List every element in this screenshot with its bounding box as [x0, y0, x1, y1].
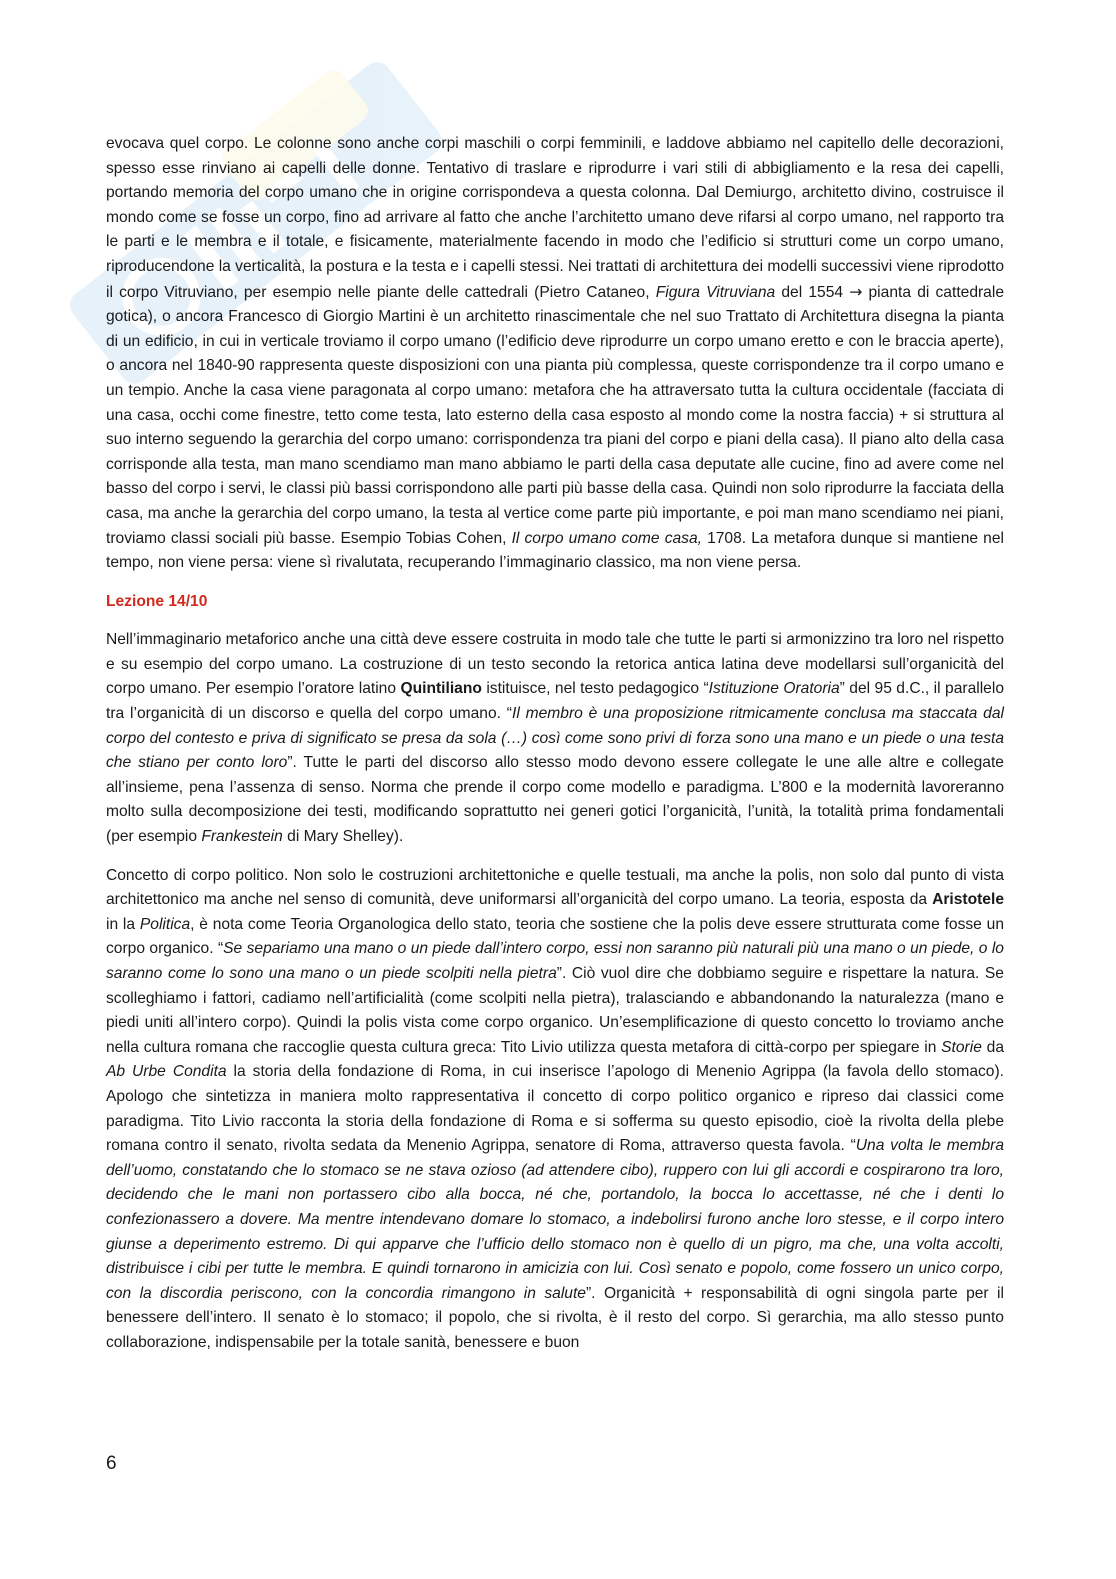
p3-run-10: la storia della fondazione di Roma, in cui inserisce l’apologo di Menenio Agrippa (la favola dello stomaco). Apologo che sintetizza in maniera molto rappresentativa il concetto di corpo politico organico e ripreso dai classici come paradigma. Tito Livio racconta la storia della fondazione di Roma e si sofferma su questo episodio, cioè la rivolta della plebe romana contro il senato, rivolta sedata da Menenio Agrippa, senatore di Roma, attraverso questa favola. “: [106, 1063, 1004, 1155]
p3-run-4: , è nota come Teoria Organologica dello stato, teoria che sostiene che la polis deve essere strutturata come fosse un corpo organico. “: [106, 915, 1004, 958]
p2-run-6: ”. Tutte le parti del discorso allo stesso modo devono essere collegate le une alle altre e collegate all’insieme, pena l’assenza di senso. Norma che prende il corpo come modello e paradigma. L’800 e la modernità lavoreranno molto sulla decomposizione dei testi, modificando soprattutto nei generi gotici l’organicità, l’unità, la totalità prima fondamentali (per esempio: [106, 754, 1004, 846]
p2-run-2: istituisce, nel testo pedagogico “: [481, 680, 709, 698]
p3-run-11: Una volta le membra dell’uomo, constatando che lo stomaco se ne stava ozioso (ad attendere cibo), ruppero con lui gli accordi e cospirarono tra loro, decidendo che le mani non portassero cibo alla bocca, né che, portandolo, la bocca lo accettasse, né che i denti lo confezionassero a dovere. Ma mentre intendevano domare lo stomaco, a indebolirsi furono anche loro stesse, e il corpo intero giunse a deperimento estremo. Di qui apparve che l’ufficio dello stomaco non è quello di un pigro, ma che, una volta accolti, distribuisce i cibi per tutte le membra. E quindi tornarono in amicizia con lui. Così senato e popolo, come fossero un unico corpo, con la discordia periscono, con la concordia rimangono in salute: [106, 1137, 1004, 1302]
p3-run-0: Concetto di corpo politico. Non solo le costruzioni architettoniche e quelle testuali, ma anche la polis, non solo dal punto di vista architettonico ma anche nel senso di comunità, deve uniformarsi all’organicità del corpo umano. La teoria, esposta da: [106, 866, 1004, 909]
p2-run-3: Istituzione Oratoria: [708, 680, 840, 698]
page-number: 6: [106, 1453, 117, 1474]
p3-run-5: Se separiamo una mano o un piede dall’intero corpo, essi non saranno più naturali più una mano o un piede, o lo saranno come lo sono una mano o un piede scolpiti nella pietra: [106, 940, 1004, 982]
p1-run-2: del 1554: [775, 283, 850, 301]
p3-run-6: ”. Ciò vuol dire che dobbiamo seguire e rispettare la natura. Se scolleghiamo i fattori, cadiamo nell’artificialità (come scolpiti nella pietra), tralasciando e abbandonando la naturalezza (mano e piedi uniti all’intero corpo). Quindi la polis vista come corpo organico. Un’esemplificazione di questo concetto lo troviamo anche nella cultura romana che raccoglie questa cultura greca: Tito Livio utilizza questa metafora di città-corpo per spiegare in: [106, 965, 1004, 1056]
p2-run-8: di Mary Shelley).: [282, 828, 404, 846]
document-body: [106, 132, 1004, 1370]
paragraph-corpo-politico: [106, 864, 1004, 1356]
p3-run-8: da: [981, 1038, 1004, 1056]
p2-run-0: Nell’immaginario metaforico anche una città deve essere costruita in modo tale che tutte le parti si armonizzino tra loro nel rispetto e su esempio del corpo umano. La costruzione di un testo secondo la retorica antica latina deve modellarsi sull’organicità del corpo umano. Per esempio l’oratore latino: [106, 631, 1004, 698]
p2-run-1: Quintiliano: [400, 680, 482, 698]
paragraph-architecture: [106, 132, 1004, 576]
p2-run-7: Frankestein: [201, 828, 283, 846]
p1-run-1: Figura Vitruviana: [655, 283, 776, 301]
p1-run-0: evocava quel corpo. Le colonne sono anche corpi maschili o corpi femminili, e laddove abbiamo nel capitello delle decorazioni, spesso esse rinviano ai capelli delle donne. Tentativo di traslare e riprodurre i vari stili di abbigliamento e la resa dei capelli, portando memoria del corpo umano che in origine corrispondeva a questa colonna. Dal Demiurgo, architetto divino, costruisce il mondo come se fosse un corpo, fino ad arrivare al fatto che anche l’architetto umano deve rifarsi al corpo umano, nel rapporto tra le parti e le membra e il totale, e fisicamente, materialmente facendo in modo che l’edificio si strutturi come un corpo umano, riproducendone la verticalità, la postura e la testa e i capelli stessi. Nei trattati di architettura dei modelli successivi viene riprodotto il corpo Vitruviano, per esempio nelle piante delle cattedrali (Pietro Cataneo,: [106, 135, 1004, 301]
p1-run-5: Il corpo umano come casa,: [511, 529, 702, 547]
lesson-heading: Lezione 14/10: [106, 592, 208, 610]
p3-run-12: ”. Organicità + responsabilità di ogni singola parte per il benessere dell’intero. Il senato è lo stomaco; il popolo, che si rivolta, è il resto del corpo. Sì gerarchia, ma allo stesso punto collaborazione, indispensabile per la totale sanità, benessere e buon: [106, 1284, 1004, 1351]
p3-run-7: Storie: [941, 1038, 982, 1056]
p3-run-3: Politica: [139, 915, 191, 933]
p2-run-5: Il membro è una proposizione ritmicamente conclusa ma staccata dal corpo del contesto e priva di significato se presa da sola (…) così come sono privi di forza sono una mano e un piede o una testa che stiano per conto loro: [106, 705, 1004, 772]
p3-run-1: Aristotele: [932, 891, 1004, 909]
p1-run-3: →: [849, 282, 863, 301]
paragraph-quintiliano: [106, 628, 1004, 849]
p3-run-2: in la: [106, 915, 140, 933]
p2-run-4: ” del 95 d.C., il parallelo tra l’organicità di un discorso e quella del corpo umano. “: [106, 680, 1004, 723]
p1-run-4: pianta di cattedrale gotica), o ancora Francesco di Giorgio Martini è un architetto rinascimentale che nel suo Trattato di Architettura disegna la pianta di un edificio, in cui in verticale troviamo il corpo umano (l’edificio deve riprodurre un corpo umano eretto e con le braccia aperte), o ancora nel 1840-90 rappresenta queste disposizioni con una pianta più complessa, queste corrispondenze tra il corpo umano e un tempio. Anche la casa viene paragonata al corpo umano: metafora che ha attraversato tutta la cultura occidentale (facciata di una casa, occhi come finestre, tetto come testa, lato esterno della casa esposto al mondo come la nostra faccia) + si struttura al suo interno seguendo la gerarchia del corpo umano: corrispondenza tra piani del corpo e piani della casa). Il piano alto della casa corrisponde alla testa, man mano scendiamo man mano abbiamo le parti della casa deputate alle cucine, fino ad avere come nel basso del corpo i servi, le classi più bassi corrispondono alle parti più basse della casa. Quindi non solo riprodurre la facciata della casa, ma anche la gerarchia del corpo umano, la testa al vertice come parte più importante, e poi man mano scendiamo nei piani, troviamo classi sociali più basse. Esempio Tobias Cohen,: [106, 283, 1004, 547]
p3-run-9: Ab Urbe Condita: [106, 1063, 227, 1081]
p1-run-6: 1708. La metafora dunque si mantiene nel tempo, non viene persa: viene sì rivalutata, recuperando l’immaginario classico, ma non viene persa.: [106, 529, 1004, 572]
